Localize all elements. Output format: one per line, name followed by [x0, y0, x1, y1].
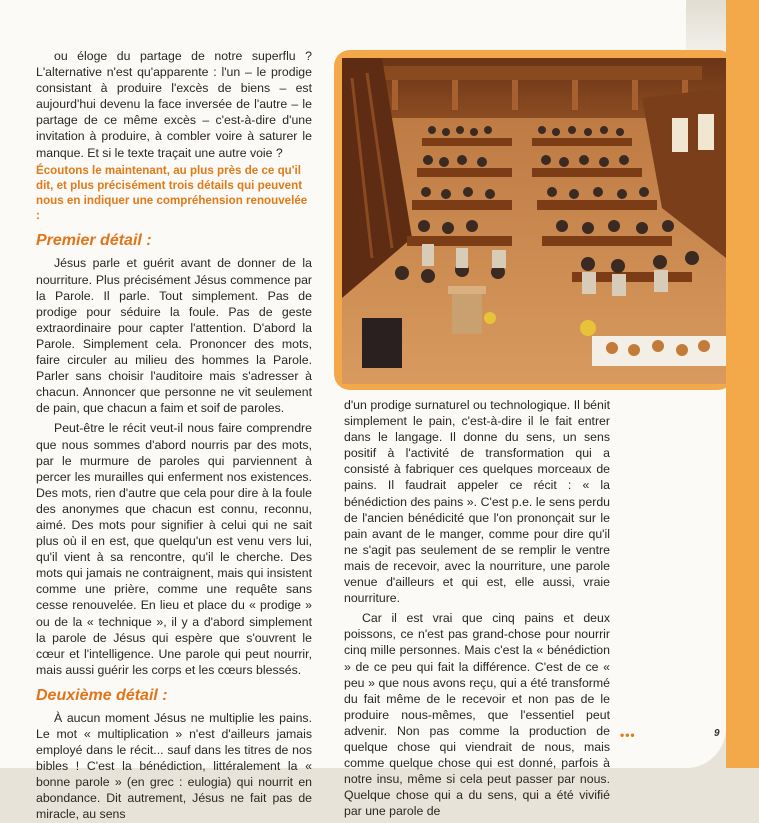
text-column-left	[36, 48, 312, 823]
paragraph: À aucun moment Jésus ne multiplie les pains. Le mot « multiplication » n'est d'ailleurs jamais employé dans le récit... sauf dans les titres de nos bibles ! C'est la bénédiction, littéralement la « bonne parole » (en grec : eulogia) qui nourrit en abondance. Dit autrement, Jésus ne fait pas de miracle, au sens	[36, 710, 312, 822]
section-heading-second-detail: Deuxième détail :	[36, 686, 168, 704]
paragraph: Peut-être le récit veut-il nous faire comprendre que nous sommes d'abord nourris par des mots, par le murmure de paroles qui parviennent à percer les murailles qui enferment nos existences. Des mots, rien d'autre que cela pour dire à la foule des anonymes que chacun est connu, reconnu, aimé. Des mots pour signifier à celui qui ne sait plus où il en est, que quelqu'un est venu vers lui, qu'il vient à sa rencontre, qu'il le cherche. Des mots qui jamais ne contraignent, mais qui insistent comme une prière, comme une requête sans cesse renouvelée. En lieu et place du « prodige » ou de la « technique », il y a d'abord simplement la parole de Jésus qui espère que s'ouvrent le cœur et l'intelligence. Une parole qui peut nourrir, mais aussi guérir les corps et les cœurs blessés.	[36, 421, 312, 677]
orange-side-bar	[726, 0, 759, 768]
page-number: 9	[714, 728, 720, 739]
paragraph: d'un prodige surnaturel ou technologique. Il bénit simplement le pain, c'est-à-dire il le fait entrer dans le langage. Il donne du sens, un sens positif à l'activité de transformation qui a consisté à fabriquer ces quelques morceaux de pains. Il faudrait appeler ce récit : « la bénédiction des pains ». C'est p.e. le sens perdu de l'ancien bénédicité que l'on prononçait sur le pain avant de le manger, comme pour dire qu'il ne s'agit pas seulement de se remplir le ventre mais de recevoir, avec la nourriture, une parole venue d'ailleurs et qui est, elle aussi, vraie nourriture.	[344, 398, 610, 606]
lead-paragraph: Écoutons le maintenant, au plus près de ce qu'il dit, et plus précisément trois détails qui peuvent nous en indiquer une compréhension renouvelée :	[36, 163, 308, 223]
text-column-right	[344, 397, 610, 819]
church-assembly-photo	[342, 58, 726, 384]
decorative-dots: •••	[620, 728, 636, 742]
paragraph: Car il est vrai que cinq pains et deux poissons, ce n'est pas grand-chose pour nourrir cinq mille personnes. Mais c'est la « bénédiction » de ce peu qui fait la différence. C'est de ce « peu » que nous avons reçu, qui a été transformé du fait même de le recevoir et non pas de le produire nous-mêmes, que l'essentiel peut advenir. Non pas comme la production de quelque chose qui viendrait de nous, mais comme quelque chose qui est donné, parfois à notre insu, même si cela peut passer par nous. Quelque chose qui a du sens, qui a été vivifié par une parole de	[344, 611, 610, 819]
paragraph: Jésus parle et guérit avant de donner de la nourriture. Plus précisément Jésus commence par la Parole. Il parle. Tout simplement. Pas de prodige pour séduire la foule. Pas de geste extraordinaire pour capter l'attention. D'abord la Parole. Simplement cela. Prononcer des mots, faire circuler au milieu des hommes la Parole. Parler sans choisir l'auditoire mais s'adresser à chacun. Annoncer que personne ne vit seulement de pain, que chacun a faim et soif de paroles.	[36, 256, 312, 416]
section-heading-first-detail: Premier détail :	[36, 232, 152, 250]
paragraph: ou éloge du partage de notre superflu ? L'alternative n'est qu'apparente : l'un – le prodige consistant à produire l'excès de biens – est aujourd'hui devenu la face inversée de l'autre – le partage de ce même excès – c'est-à-dire d'une invitation à produire, à combler voire à saturer le manque. Et si le texte traçait une autre voie ?	[36, 49, 312, 160]
church-interior-illustration	[342, 58, 726, 384]
